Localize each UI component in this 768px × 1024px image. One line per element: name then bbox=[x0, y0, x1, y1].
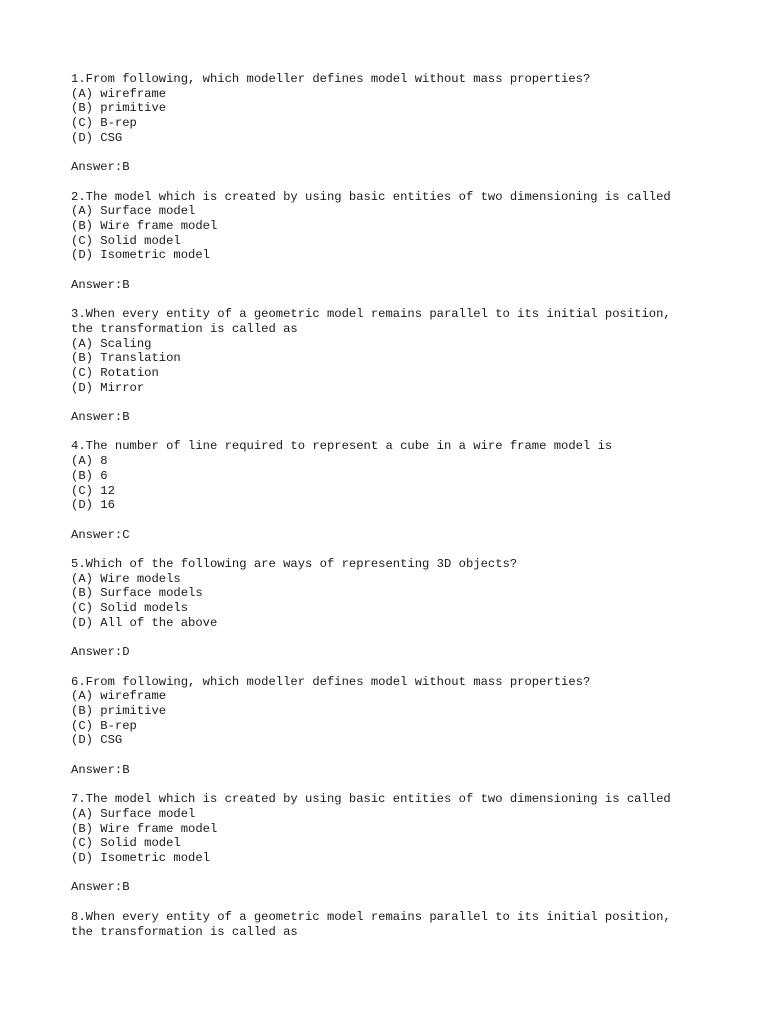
option-c: (C) B-rep bbox=[71, 116, 137, 131]
option-d: (D) CSG bbox=[71, 733, 123, 748]
option-b: (B) primitive bbox=[71, 704, 167, 719]
question-text: 2.The model which is created by using basic entities of two dimensioning is called bbox=[71, 189, 671, 204]
option-a: (A) wireframe bbox=[71, 86, 167, 101]
question-text: 6.From following, which modeller defines model without mass properties? bbox=[71, 674, 591, 689]
question-text: 5.Which of the following are ways of representing 3D objects? bbox=[71, 557, 518, 572]
option-a: (A) Surface model bbox=[71, 204, 196, 219]
question-3 bbox=[71, 307, 751, 425]
option-a: (A) Scaling bbox=[71, 336, 152, 351]
option-c: (C) B-rep bbox=[71, 718, 137, 733]
question-4 bbox=[71, 439, 751, 542]
answer-line: Answer:B bbox=[71, 410, 130, 425]
option-c: (C) Solid models bbox=[71, 601, 189, 616]
document-page bbox=[71, 72, 751, 954]
answer-line: Answer:D bbox=[71, 645, 130, 660]
option-d: (D) CSG bbox=[71, 130, 123, 145]
option-d: (D) 16 bbox=[71, 498, 115, 513]
option-list bbox=[71, 572, 751, 631]
option-d: (D) Isometric model bbox=[71, 851, 210, 866]
question-1 bbox=[71, 72, 751, 175]
option-c: (C) Solid model bbox=[71, 233, 181, 248]
option-d: (D) Mirror bbox=[71, 380, 145, 395]
question-text: 3.When every entity of a geometric model remains parallel to its initial position, the transformation is called as bbox=[71, 307, 671, 336]
question-2 bbox=[71, 190, 751, 293]
option-d: (D) Isometric model bbox=[71, 248, 210, 263]
option-b: (B) Translation bbox=[71, 351, 181, 366]
answer-line: Answer:B bbox=[71, 160, 130, 175]
question-8 bbox=[71, 910, 751, 939]
option-list bbox=[71, 337, 751, 396]
option-list bbox=[71, 689, 751, 748]
option-a: (A) wireframe bbox=[71, 689, 167, 704]
option-a: (A) Wire models bbox=[71, 571, 181, 586]
question-text: 4.The number of line required to represent a cube in a wire frame model is bbox=[71, 439, 613, 454]
question-7 bbox=[71, 792, 751, 895]
option-list bbox=[71, 454, 751, 513]
option-c: (C) Solid model bbox=[71, 836, 181, 851]
option-d: (D) All of the above bbox=[71, 615, 218, 630]
option-a: (A) 8 bbox=[71, 454, 108, 469]
option-list bbox=[71, 204, 751, 263]
question-text: 8.When every entity of a geometric model remains parallel to its initial position, the transformation is called as bbox=[71, 909, 671, 939]
answer-line: Answer:B bbox=[71, 762, 130, 777]
question-6 bbox=[71, 675, 751, 778]
option-b: (B) Wire frame model bbox=[71, 821, 218, 836]
option-b: (B) 6 bbox=[71, 468, 108, 483]
option-b: (B) Surface models bbox=[71, 586, 203, 601]
question-5 bbox=[71, 557, 751, 660]
option-b: (B) primitive bbox=[71, 101, 167, 116]
question-text: 1.From following, which modeller defines model without mass properties? bbox=[71, 72, 591, 86]
option-c: (C) Rotation bbox=[71, 366, 159, 380]
option-a: (A) Surface model bbox=[71, 806, 196, 821]
option-list bbox=[71, 87, 751, 146]
question-text: 7.The model which is created by using basic entities of two dimensioning is called bbox=[71, 792, 671, 807]
answer-line: Answer:B bbox=[71, 277, 130, 292]
answer-line: Answer:B bbox=[71, 880, 130, 895]
option-c: (C) 12 bbox=[71, 483, 115, 498]
answer-line: Answer:C bbox=[71, 527, 130, 542]
option-list bbox=[71, 807, 751, 866]
option-b: (B) Wire frame model bbox=[71, 219, 218, 233]
